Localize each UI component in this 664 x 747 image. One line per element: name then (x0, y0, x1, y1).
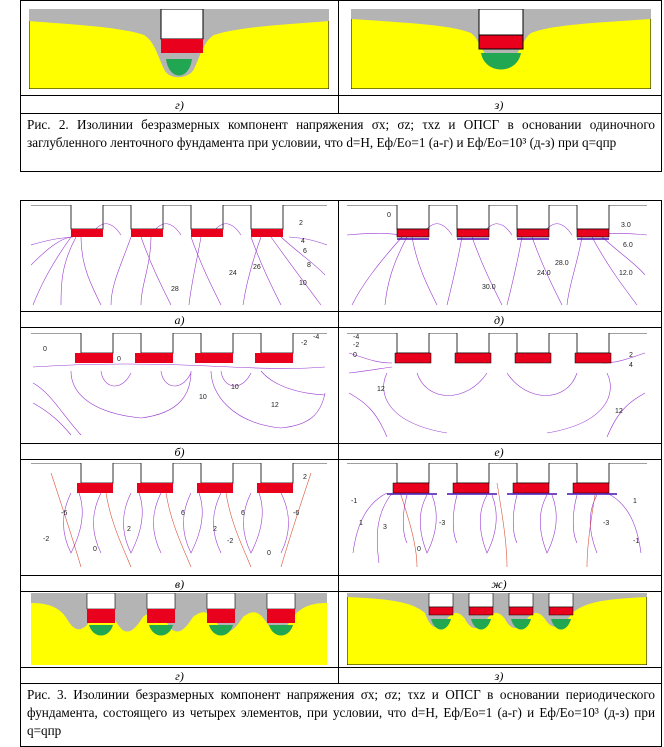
fig2-g-image (29, 9, 329, 89)
figure3-table (20, 200, 662, 747)
table-divider (21, 113, 661, 114)
contour-level: 3.0 (621, 222, 631, 229)
table-divider (21, 311, 661, 312)
fig2-z-image (351, 9, 651, 89)
figure3-caption (27, 686, 655, 740)
contour-level: 24.0 (537, 270, 551, 277)
contour-level: 0 (267, 550, 271, 557)
contour-level: -1 (633, 538, 640, 545)
fig3-e-label: е) (494, 445, 504, 459)
table-divider (21, 95, 661, 96)
contour-level: -2 (227, 538, 234, 545)
contour-level: 4 (301, 238, 305, 245)
contour-level: 0 (417, 546, 421, 553)
figure2-caption (27, 116, 655, 152)
fig3-b-label: б) (174, 445, 185, 459)
contour-level: 12.0 (619, 270, 633, 277)
contour-level: 0 (353, 352, 357, 359)
contour-level: -2 (353, 342, 360, 349)
table-divider (21, 443, 661, 444)
fig3-d-label: д) (493, 313, 505, 327)
contour-level: 12 (615, 408, 623, 415)
contour-level: 30.0 (482, 284, 496, 291)
contour-level: 2 (299, 220, 303, 227)
fig3-z-image (347, 593, 647, 665)
contour-level: -3 (439, 520, 446, 527)
fig3-e-contour (347, 333, 647, 437)
contour-level: 0 (93, 546, 97, 553)
fig3-g-image (31, 593, 327, 665)
contour-level: -6 (293, 510, 300, 517)
contour-level: -2 (301, 340, 308, 347)
contour-level: 28.0 (555, 260, 569, 267)
contour-level: 26 (253, 264, 261, 271)
contour-level: 2 (213, 526, 217, 533)
contour-level: -4 (313, 334, 320, 341)
contour-level: 12 (377, 386, 385, 393)
fig3-a-contour (31, 205, 327, 307)
contour-level: 6 (181, 510, 185, 517)
contour-level: 0 (43, 346, 47, 353)
table-divider (21, 667, 661, 668)
table-divider (21, 327, 661, 328)
contour-level: -3 (603, 520, 610, 527)
fig3-a-label: а) (174, 313, 185, 327)
contour-level: 10 (199, 394, 207, 401)
table-divider (21, 683, 661, 684)
table-divider (21, 591, 661, 592)
contour-level: 0 (387, 212, 391, 219)
fig3-v-label: в) (174, 577, 185, 591)
contour-level: 6 (241, 510, 245, 517)
fig2-g-label: г) (175, 98, 184, 112)
table-divider (338, 201, 339, 683)
contour-level: -6 (61, 510, 68, 517)
contour-level: 10 (299, 280, 307, 287)
contour-level: 12 (271, 402, 279, 409)
table-divider (338, 1, 339, 113)
fig2-z-label: з) (494, 98, 504, 112)
figure2-table (20, 0, 662, 172)
figure3-caption-text: Рис. 3. Изолинии безразмерных компонент напряжения σx; σz; τxz и ОПСГ в основании периодического фундамента, состоящего из четырех элементов, при условии, что d=H, Eф/Eо=1 (а-г) и Eф/Eо=10³ (д-з) при q=qпр (27, 687, 655, 738)
contour-level: 3 (383, 524, 387, 531)
contour-level: 0 (117, 356, 121, 363)
contour-level: -4 (353, 334, 360, 341)
fig3-z-label: з) (494, 669, 504, 683)
contour-level: 10 (231, 384, 239, 391)
table-divider (21, 575, 661, 576)
fig3-v-contour (31, 463, 327, 569)
contour-level: -1 (351, 498, 358, 505)
contour-level: 6.0 (623, 242, 633, 249)
contour-level: 6 (303, 248, 307, 255)
contour-level: 2 (127, 526, 131, 533)
fig3-g-label: г) (175, 669, 184, 683)
fig3-b-contour (31, 333, 327, 437)
contour-level: 1 (359, 520, 363, 527)
contour-level: -2 (43, 536, 50, 543)
contour-level: 28 (171, 286, 179, 293)
fig3-d-contour (347, 205, 647, 307)
fig3-zh-contour (347, 463, 647, 569)
contour-level: 8 (307, 262, 311, 269)
contour-level: 2 (303, 474, 307, 481)
fig3-zh-label: ж) (491, 577, 507, 591)
contour-level: 4 (629, 362, 633, 369)
figure2-caption-text: Рис. 2. Изолинии безразмерных компонент напряжения σx; σz; τxz и ОПСГ в основании одиночного заглубленного ленточного фундамента при условии, что d=H, Eф/Eо=1 (а-г) и Eф/Eо=10³ (д-з) при q=qпр (27, 117, 655, 150)
contour-level: 24 (229, 270, 237, 277)
table-divider (21, 459, 661, 460)
contour-level: 2 (629, 352, 633, 359)
contour-level: 1 (633, 498, 637, 505)
